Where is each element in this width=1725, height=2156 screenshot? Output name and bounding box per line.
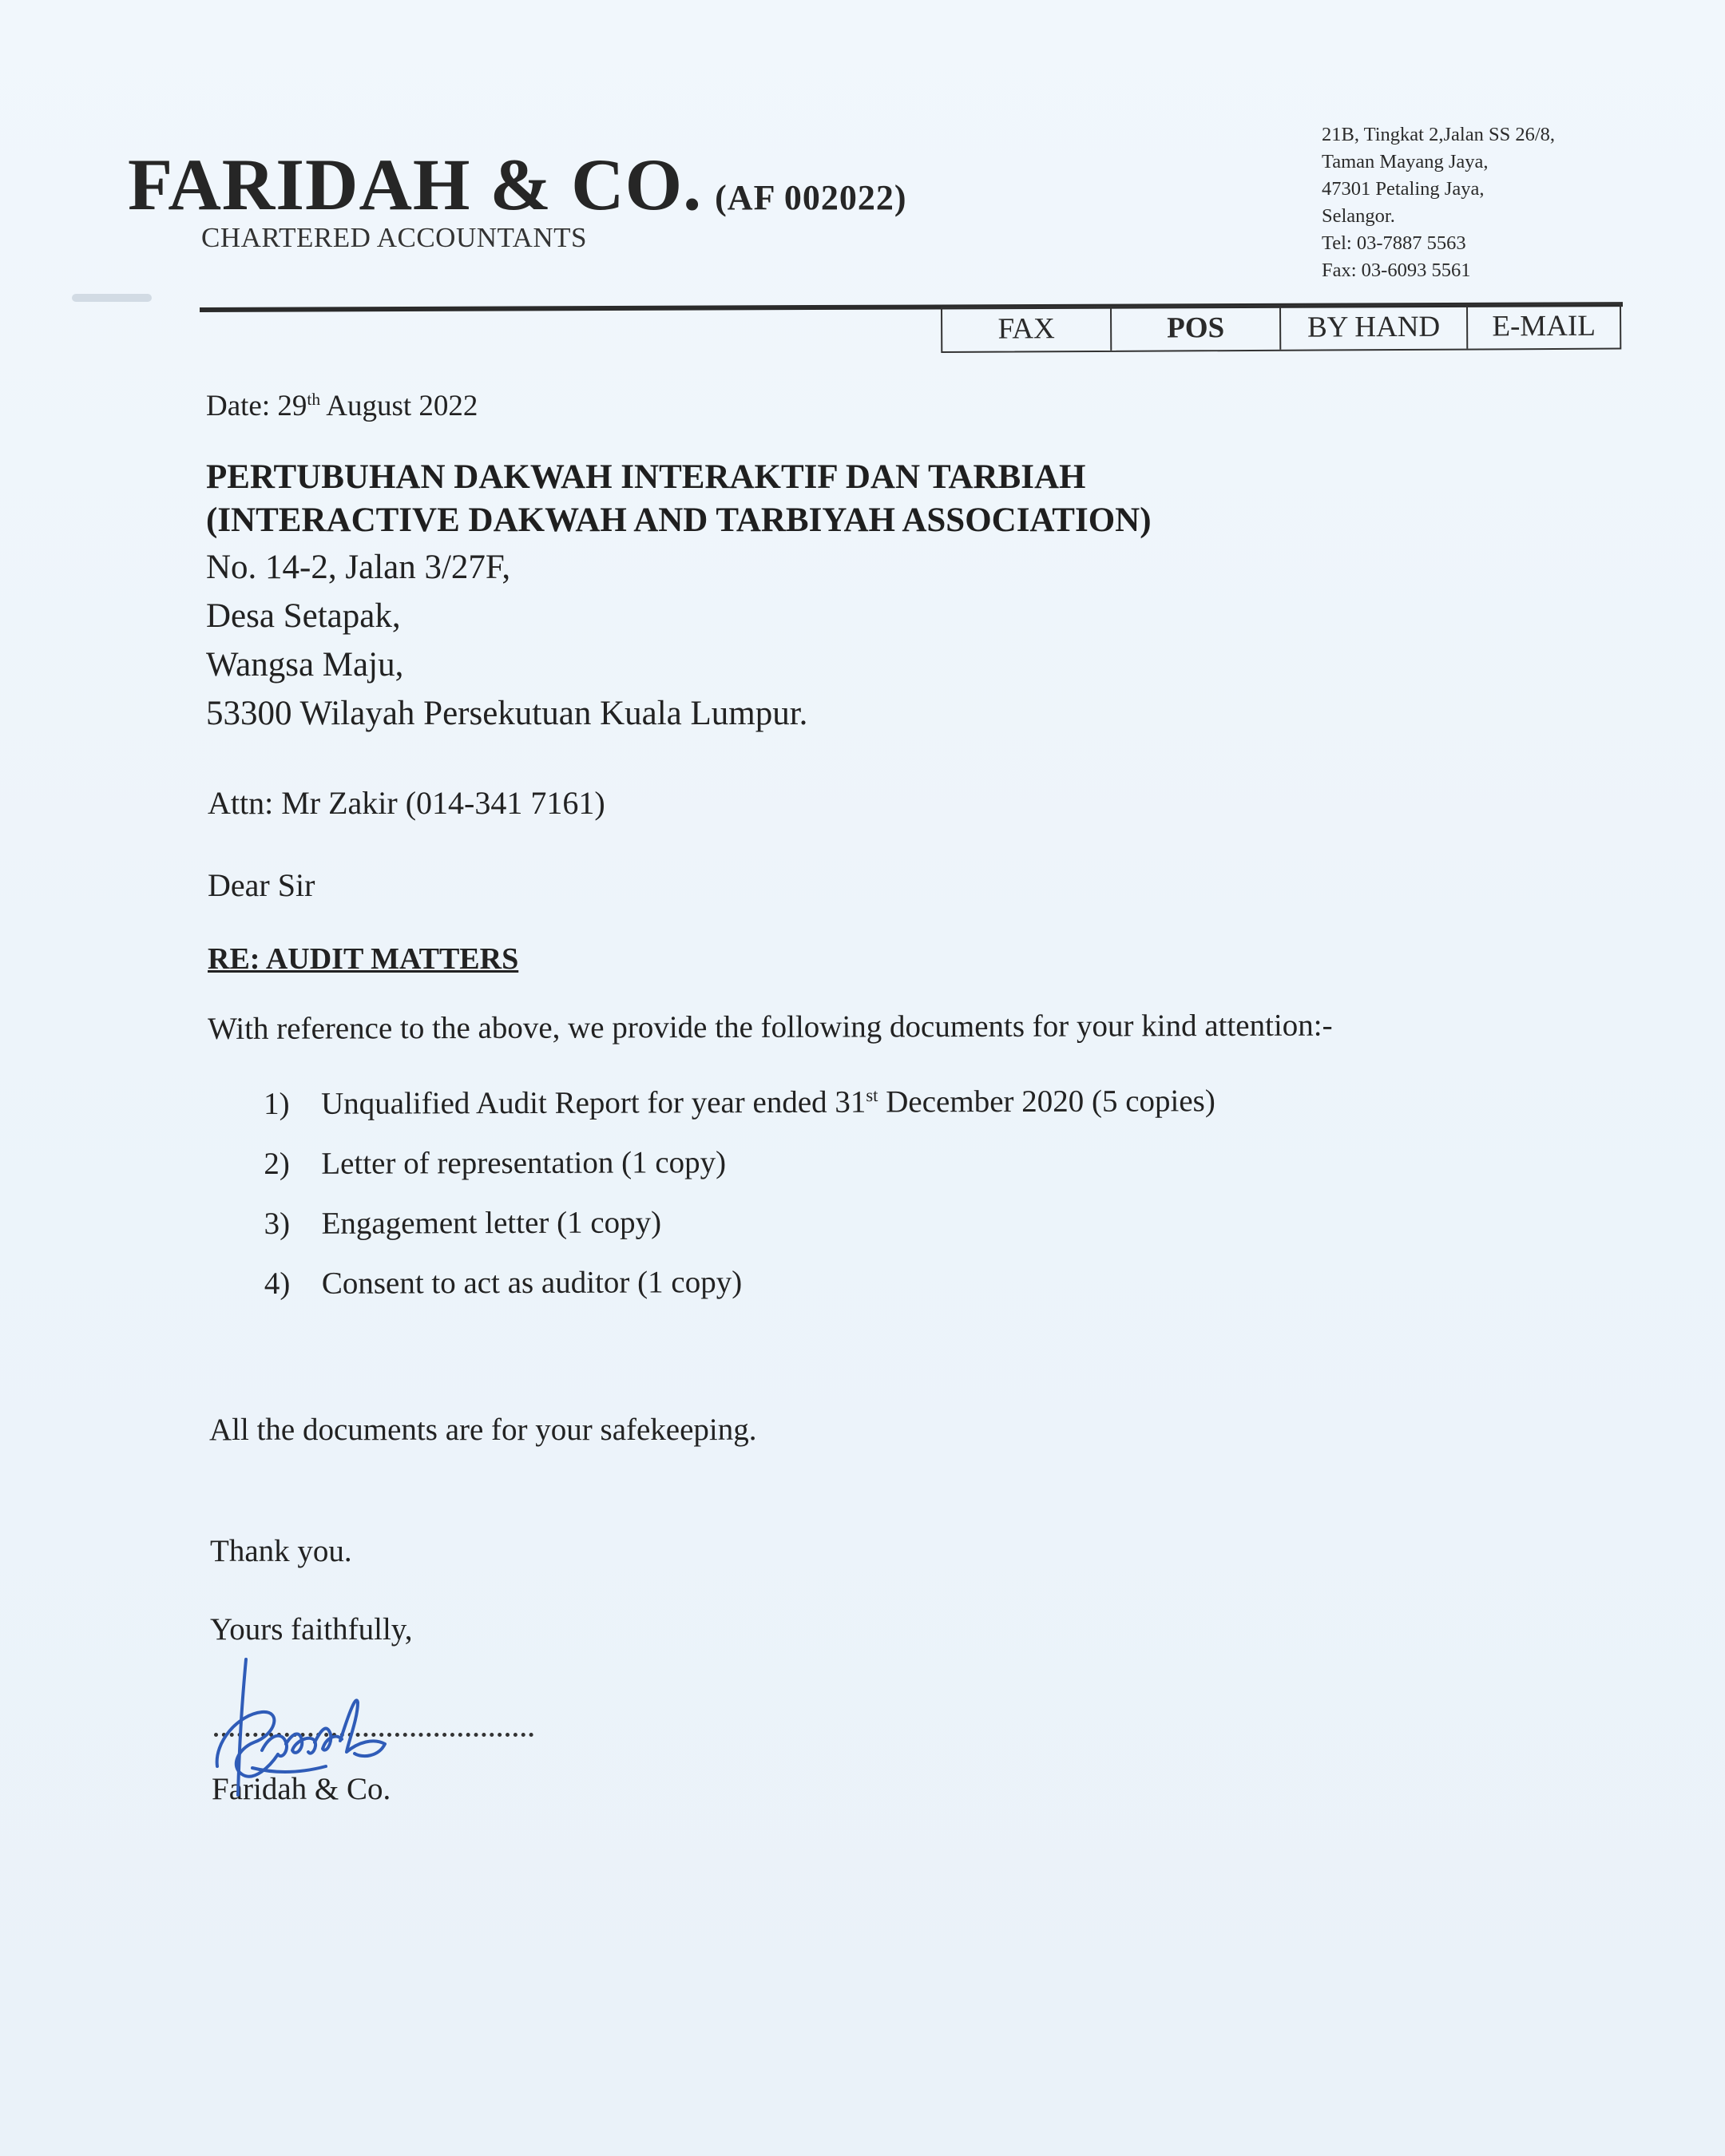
intro-paragraph: With reference to the above, we provide the following documents for your kind attention:- (208, 1008, 1333, 1046)
date-rest: August 2022 (320, 390, 478, 422)
firm-address-block (1322, 121, 1555, 284)
firm-name-text: FARIDAH & CO. (128, 144, 703, 225)
recipient-address-line: Desa Setapak, (206, 597, 401, 635)
letter-date (206, 389, 478, 423)
subject-line: RE: AUDIT MATTERS (208, 942, 519, 976)
delivery-method-boxes (941, 303, 1621, 353)
delivery-by-hand: BY HAND (1281, 306, 1468, 350)
closing-note: All the documents are for your safekeeping. (209, 1413, 757, 1447)
salutation: Dear Sir (208, 867, 315, 903)
delivery-fax: FAX (942, 307, 1112, 351)
firm-registration: (AF 002022) (715, 178, 907, 217)
recipient-name-line: PERTUBUHAN DAKWAH INTERAKTIF DAN TARBIAH (206, 458, 1086, 496)
list-item-number: 4) (264, 1266, 291, 1301)
recipient-name (206, 456, 1152, 542)
list-item (264, 1262, 1216, 1326)
address-line-tel: Tel: 03-7887 5563 (1322, 232, 1466, 254)
address-line-fax: Fax: 03-6093 5561 (1322, 260, 1471, 281)
signatory-name: Faridah & Co. (212, 1772, 391, 1806)
address-line: Selangor. (1322, 205, 1395, 227)
list-item (264, 1203, 1215, 1266)
date-label: Date: 29 (206, 390, 307, 422)
list-item-text: Letter of representation (1 copy) (321, 1145, 727, 1181)
address-line: 21B, Tingkat 2,Jalan SS 26/8, (1322, 124, 1556, 145)
recipient-address-line: 53300 Wilayah Persekutuan Kuala Lumpur. (206, 695, 808, 732)
date-suffix: th (307, 390, 321, 410)
scan-artifact (72, 294, 152, 302)
list-item-number: 3) (264, 1206, 291, 1241)
recipient-address-line: No. 14-2, Jalan 3/27F, (206, 549, 511, 586)
list-item-text: Consent to act as auditor (1 copy) (321, 1265, 743, 1301)
list-item (264, 1143, 1215, 1206)
list-item-number: 1) (264, 1086, 290, 1121)
recipient-address-line: Wangsa Maju, (206, 646, 404, 684)
address-line: 47301 Petaling Jaya, (1322, 178, 1485, 200)
firm-subtitle: CHARTERED ACCOUNTANTS (201, 222, 587, 253)
thanks-line: Thank you. (210, 1534, 352, 1568)
list-item-text-after: December 2020 (5 copies) (878, 1084, 1215, 1120)
address-line: Taman Mayang Jaya, (1322, 151, 1489, 172)
list-item-text: Unqualified Audit Report for year ended 31 (321, 1084, 866, 1121)
sign-off: Yours faithfully, (210, 1612, 413, 1647)
document-list (264, 1083, 1216, 1326)
attention-line: Attn: Mr Zakir (014-341 7161) (208, 785, 605, 821)
delivery-email: E-MAIL (1492, 309, 1596, 343)
list-item-text: Engagement letter (1 copy) (321, 1205, 662, 1241)
firm-name (128, 142, 906, 227)
list-item (264, 1083, 1215, 1146)
handwritten-signature (206, 1655, 390, 1798)
list-item-sup: st (866, 1085, 878, 1106)
delivery-pos: POS (1112, 307, 1281, 351)
recipient-name-line: (INTERACTIVE DAKWAH AND TARBIYAH ASSOCIATION) (206, 501, 1152, 539)
list-item-number: 2) (264, 1146, 290, 1181)
recipient-address (206, 543, 807, 738)
